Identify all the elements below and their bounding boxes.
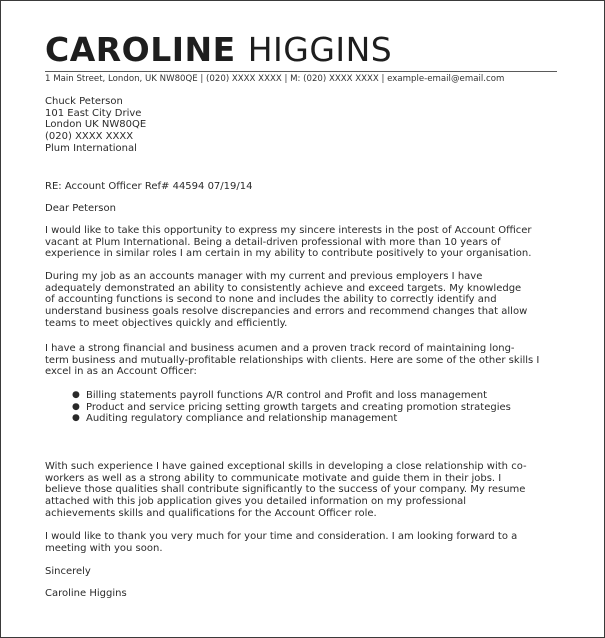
skill-text: Auditing regulatory compliance and relationship management bbox=[86, 413, 398, 425]
recipient-name: Chuck Peterson bbox=[45, 96, 123, 107]
skill-item bbox=[72, 401, 565, 414]
bullet-icon: ● bbox=[72, 390, 80, 400]
paragraph-line: teams to meet objectives quickly and efficiently. bbox=[45, 317, 288, 329]
recipient-phone: (020) XXXX XXXX bbox=[45, 131, 134, 143]
recipient-city: London UK NW80QE bbox=[45, 119, 147, 131]
recipient-address bbox=[45, 96, 565, 155]
closing: Sincerely bbox=[45, 566, 91, 577]
applicant-first-name: CAROLINE bbox=[45, 30, 236, 69]
paragraph-line: achievements skills and qualifications for the Account Officer role. bbox=[45, 507, 377, 519]
recipient-street: 101 East City Drive bbox=[45, 107, 142, 119]
recipient-company: Plum International bbox=[45, 142, 137, 154]
paragraph-intro bbox=[45, 225, 565, 260]
reference-line: RE: Account Officer Ref# 44594 07/19/14 bbox=[45, 181, 253, 192]
paragraph-line: I would like to take this opportunity to express my sincere interests in the post of Account Officer bbox=[45, 225, 532, 236]
paragraph-line: vacant at Plum International. Being a detail-driven professional with more than 10 years of bbox=[45, 236, 501, 248]
skill-text: Billing statements payroll functions A/R control and Profit and loss management bbox=[86, 390, 487, 401]
paragraph-thanks bbox=[45, 531, 565, 554]
skill-item bbox=[72, 413, 565, 425]
paragraph-line: excel in as an Account Officer: bbox=[45, 366, 197, 378]
skills-list bbox=[45, 390, 565, 425]
paragraph-line: workers as well as a strong ability to communicate motivate and guide them in their jobs. I bbox=[45, 472, 502, 484]
signature-name: Caroline Higgins bbox=[45, 588, 127, 599]
paragraph-line: understand business goals resolve discrepancies and errors and recommend changes that allow bbox=[45, 306, 528, 318]
paragraph-experience bbox=[45, 271, 565, 330]
paragraph-line: of accounting functions is second to none and includes the ability to correctly identify and bbox=[45, 294, 497, 306]
paragraph-skills-intro bbox=[45, 343, 565, 378]
bullet-icon: ● bbox=[72, 401, 80, 412]
paragraph-line: meeting with you soon. bbox=[45, 542, 163, 554]
paragraph-line: term business and mutually-profitable relationships with clients. Here are some of the other skills I bbox=[45, 354, 540, 366]
paragraph-relationships bbox=[45, 461, 565, 520]
applicant-last-name: HIGGINS bbox=[247, 30, 393, 69]
paragraph-line: attached with this job application gives you detailed information on my professional bbox=[45, 496, 467, 508]
paragraph-line: I have a strong financial and business acumen and a proven track record of maintaining long- bbox=[45, 343, 515, 354]
contact-info: 1 Main Street, London, UK NW80QE | (020) XXXX XXXX | M: (020) XXXX XXXX | example-email@email.com bbox=[45, 74, 505, 84]
paragraph-line: During my job as an accounts manager with my current and previous employers I have bbox=[45, 271, 483, 282]
skill-text: Product and service pricing setting growth targets and creating promotion strategies bbox=[86, 401, 511, 413]
bullet-icon: ● bbox=[72, 413, 80, 424]
skill-item bbox=[72, 390, 565, 402]
paragraph-line: With such experience I have gained exceptional skills in developing a close relationship with co- bbox=[45, 461, 527, 472]
paragraph-line: adequately demonstrated an ability to consistently achieve and exceed targets. My knowledge bbox=[45, 282, 522, 294]
header-divider bbox=[45, 71, 557, 72]
paragraph-line: experience in similar roles I am certain in my ability to contribute positively to your organisation. bbox=[45, 248, 532, 260]
paragraph-line: believe those qualities shall contribute significantly to the success of your company. My resume bbox=[45, 484, 526, 496]
applicant-name bbox=[45, 28, 392, 72]
salutation: Dear Peterson bbox=[45, 203, 116, 214]
paragraph-line: I would like to thank you very much for your time and consideration. I am looking forward to a bbox=[45, 531, 518, 542]
